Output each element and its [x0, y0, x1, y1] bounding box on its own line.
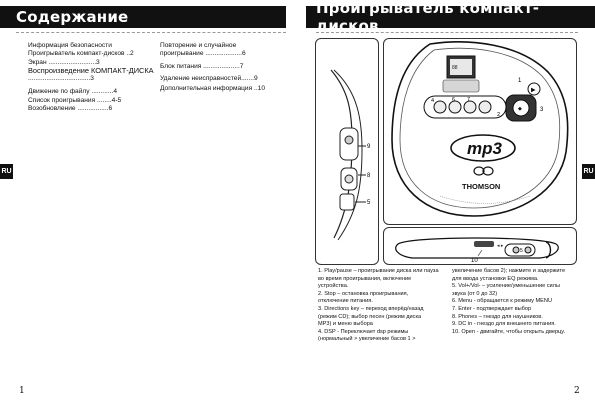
- toc-entry[interactable]: Дополнительная информация ..10: [160, 85, 266, 93]
- toc-entry[interactable]: Повторение и случайное: [160, 42, 237, 49]
- description-line: 2. Stop – остановка проигрывания,: [318, 290, 409, 297]
- dc-in-jack-icon: [345, 136, 353, 144]
- description-line: 3. Directions key – переход вперёд/назад: [318, 305, 424, 312]
- callout-label: 8: [367, 173, 371, 179]
- callout-label: 6: [452, 97, 456, 103]
- description-line: звука (от 0 до 32): [452, 290, 498, 297]
- description-line: 5. Vol+/Vol- – усиление/уменьшение силы: [452, 283, 560, 290]
- stop-button[interactable]: [479, 101, 491, 113]
- volume-control: [340, 194, 354, 210]
- callout-label: 2: [497, 112, 501, 118]
- description-column-1: [318, 268, 439, 344]
- brand-logo: THOMSON: [462, 182, 501, 191]
- callout-label: 4: [431, 98, 435, 104]
- callout-label: 10: [471, 258, 478, 264]
- description-line: 1. Play/pause – проигрывание диска или пауза: [318, 268, 439, 274]
- callout-label: 3: [540, 107, 544, 113]
- description-line: увеличение басов 2); нажмите и задержите: [452, 268, 566, 274]
- description-line: во время проигрывания, включение: [318, 275, 412, 282]
- description-line: для ввода установки EQ режима.: [452, 275, 539, 282]
- front-view: [396, 238, 559, 264]
- side-view: [331, 70, 371, 240]
- description-line: устройства.: [318, 283, 349, 290]
- callout-label: 7: [467, 97, 471, 103]
- toc-entry[interactable]: Воспроизведение КОМПАКТ-ДИСКА: [28, 65, 154, 75]
- toc-entry[interactable]: Информация безопасности: [28, 42, 112, 49]
- toc-entry[interactable]: проигрывание ....................6: [160, 50, 246, 58]
- arrow-icon: ◆: [518, 106, 522, 112]
- toc-entry[interactable]: Блок питания ....................7: [160, 62, 244, 70]
- description-line: MP3) и меню выбора: [318, 321, 373, 328]
- contents-title: Содержание: [16, 8, 129, 26]
- page-number-left: 1: [19, 386, 25, 396]
- language-tab-right: RU: [582, 164, 595, 179]
- jack-icon: [525, 247, 531, 253]
- toc-entry[interactable]: ..................................3: [28, 75, 94, 83]
- description-line: 8. Phones – гнездо для наушников.: [452, 313, 543, 320]
- description-line: 9. DC in - гнездо для внешнего питания.: [452, 321, 556, 328]
- description-column-2: [452, 268, 565, 336]
- page-number-right: 2: [574, 386, 580, 396]
- language-tab-left: RU: [0, 164, 13, 179]
- cd-player-title: Проигрыватель компакт-дисков: [316, 0, 540, 35]
- jack-icon: [513, 247, 519, 253]
- top-view: [392, 42, 568, 216]
- toc-entry[interactable]: Экран ..........................3: [28, 58, 100, 66]
- mp3-logo: mp3: [467, 139, 502, 158]
- toc-entry[interactable]: Список проигрывания ........4-5: [28, 96, 122, 104]
- description-line: 4. DSP - Переключает dsp режимы: [318, 328, 409, 335]
- dsp-button[interactable]: [434, 101, 446, 113]
- toc-entry[interactable]: Проигрыватель компакт-дисков ..2: [28, 50, 134, 58]
- callout-label: 5: [367, 200, 371, 206]
- toc-entry[interactable]: Возобновление .................6: [28, 105, 113, 113]
- toc-entry[interactable]: Удаление неисправностей.......9: [160, 74, 258, 82]
- callout-label: 5: [520, 248, 523, 254]
- open-slider[interactable]: [474, 241, 494, 247]
- headphone-jack-icon: [345, 175, 353, 183]
- svg-text:88: 88: [452, 65, 458, 71]
- toc-entry[interactable]: Движение по файлу ............4: [28, 88, 118, 96]
- description-line: (нормальный > увеличение басов 1 >: [318, 336, 416, 343]
- description-line: (режим CD); выбор песен (режим диска: [318, 313, 422, 320]
- description-line: 6. Menu - обращается к режиму MENU: [452, 298, 552, 305]
- play-pause-icon: ▶: [531, 87, 536, 94]
- description-line: 7. Enter - подтверждает выбор: [452, 305, 532, 312]
- description-line: 10. Open - двигайте, чтобы открыть дверцу.: [452, 328, 566, 335]
- callout-label: 1: [518, 78, 522, 84]
- callout-label: 9: [367, 144, 371, 150]
- svg-text:◂ ▸: ◂ ▸: [497, 243, 504, 249]
- description-line: отключение питания.: [318, 298, 373, 305]
